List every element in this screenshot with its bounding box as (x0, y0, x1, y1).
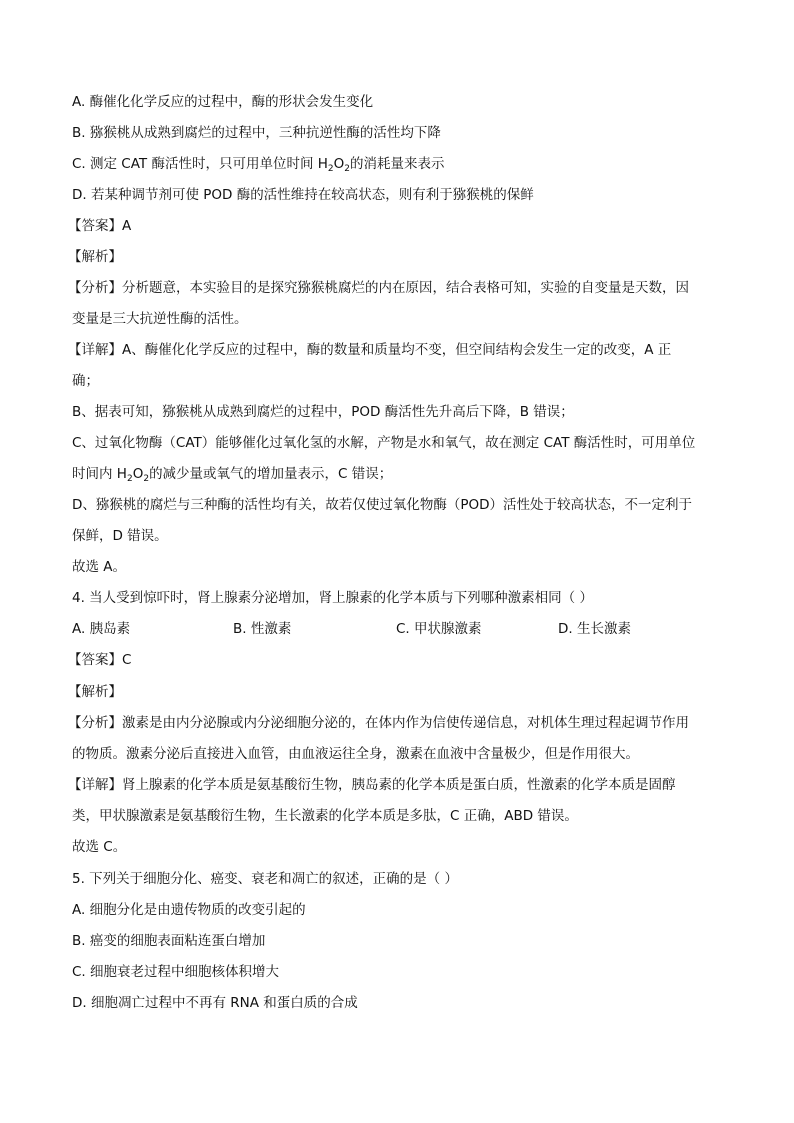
q3-option-d: D. 若某种调节剂可使 POD 酶的活性维持在较高状态，则有利于猕猴桃的保鲜 (72, 187, 534, 203)
q3-fenxi-line-2: 变量是三大抗逆性酶的活性。 (72, 311, 248, 327)
q3-option-c: C. 测定 CAT 酶活性时，只可用单位时间 $H_2O_2$的消耗量来表示 (72, 156, 445, 174)
q3-xiangjie-line-2: 确； (72, 373, 99, 389)
q4-conclusion: 故选 C。 (72, 839, 127, 855)
q4-option-b: B. 性激素 (233, 621, 292, 637)
q3-option-b: B. 猕猴桃从成熟到腐烂的过程中，三种抗逆性酶的活性均下降 (72, 125, 441, 141)
q3-conclusion: 故选 A。 (72, 559, 127, 575)
q4-stem: 4. 当人受到惊吓时，肾上腺素分泌增加，肾上腺素的化学本质与下列哪种激素相同（ ） (72, 590, 593, 606)
q3-xiangjie-line-5: 时间内 $H_2O_2$的减少量或氧气的增加量表示，C 错误； (72, 466, 393, 484)
q3-xiangjie-line-7: 保鲜，D 错误。 (72, 528, 168, 544)
q5-option-b: B. 癌变的细胞表面粘连蛋白增加 (72, 933, 266, 949)
q3-option-a: A. 酶催化化学反应的过程中，酶的形状会发生变化 (72, 94, 374, 110)
q4-fenxi-line-2: 的物质。激素分泌后直接进入血管，由血液运往全身，激素在血液中含量极少，但是作用很大。 (72, 746, 639, 762)
q4-analysis-heading: 【解析】 (68, 684, 122, 700)
q4-option-c: C. 甲状腺激素 (396, 621, 482, 637)
q4-answer: 【答案】C (68, 652, 132, 668)
q4-xiangjie-line-1: 【详解】肾上腺素的化学本质是氨基酸衍生物，胰岛素的化学本质是蛋白质，性激素的化学本质是固醇 (68, 777, 676, 793)
q3-xiangjie-line-4: C、过氧化物酶（CAT）能够催化过氧化氢的水解，产物是水和氧气，故在测定 CAT 酶活性时，可用单位 (72, 435, 696, 451)
q5-option-a: A. 细胞分化是由遗传物质的改变引起的 (72, 902, 306, 918)
q3-xiangjie-line-3: B、据表可知，猕猴桃从成熟到腐烂的过程中，POD 酶活性先升高后下降，B 错误； (72, 404, 574, 420)
q4-xiangjie-line-2: 类，甲状腺激素是氨基酸衍生物，生长激素的化学本质是多肽，C 正确，ABD 错误。 (72, 808, 578, 824)
q4-option-a: A. 胰岛素 (72, 621, 131, 637)
q3-analysis-heading: 【解析】 (68, 249, 122, 265)
q4-fenxi-line-1: 【分析】激素是由内分泌腺或内分泌细胞分泌的，在体内作为信使传递信息，对机体生理过程起调节作用 (68, 715, 689, 731)
q4-option-d: D. 生长激素 (558, 621, 631, 637)
q3-answer: 【答案】A (68, 218, 132, 234)
q3-fenxi-line-1: 【分析】分析题意，本实验目的是探究猕猴桃腐烂的内在原因，结合表格可知，实验的自变量是天数，因 (68, 280, 689, 296)
q5-option-c: C. 细胞衰老过程中细胞核体积增大 (72, 964, 280, 980)
q5-option-d: D. 细胞凋亡过程中不再有 RNA 和蛋白质的合成 (72, 995, 358, 1011)
q3-xiangjie-line-6: D、猕猴桃的腐烂与三种酶的活性均有关，故若仅使过氧化物酶（POD）活性处于较高状态，不一定利于 (72, 497, 693, 513)
q5-stem: 5. 下列关于细胞分化、癌变、衰老和凋亡的叙述，正确的是（ ） (72, 871, 458, 887)
q3-xiangjie-line-1: 【详解】A、酶催化化学反应的过程中，酶的数量和质量均不变，但空间结构会发生一定的改变，A 正 (68, 342, 672, 358)
